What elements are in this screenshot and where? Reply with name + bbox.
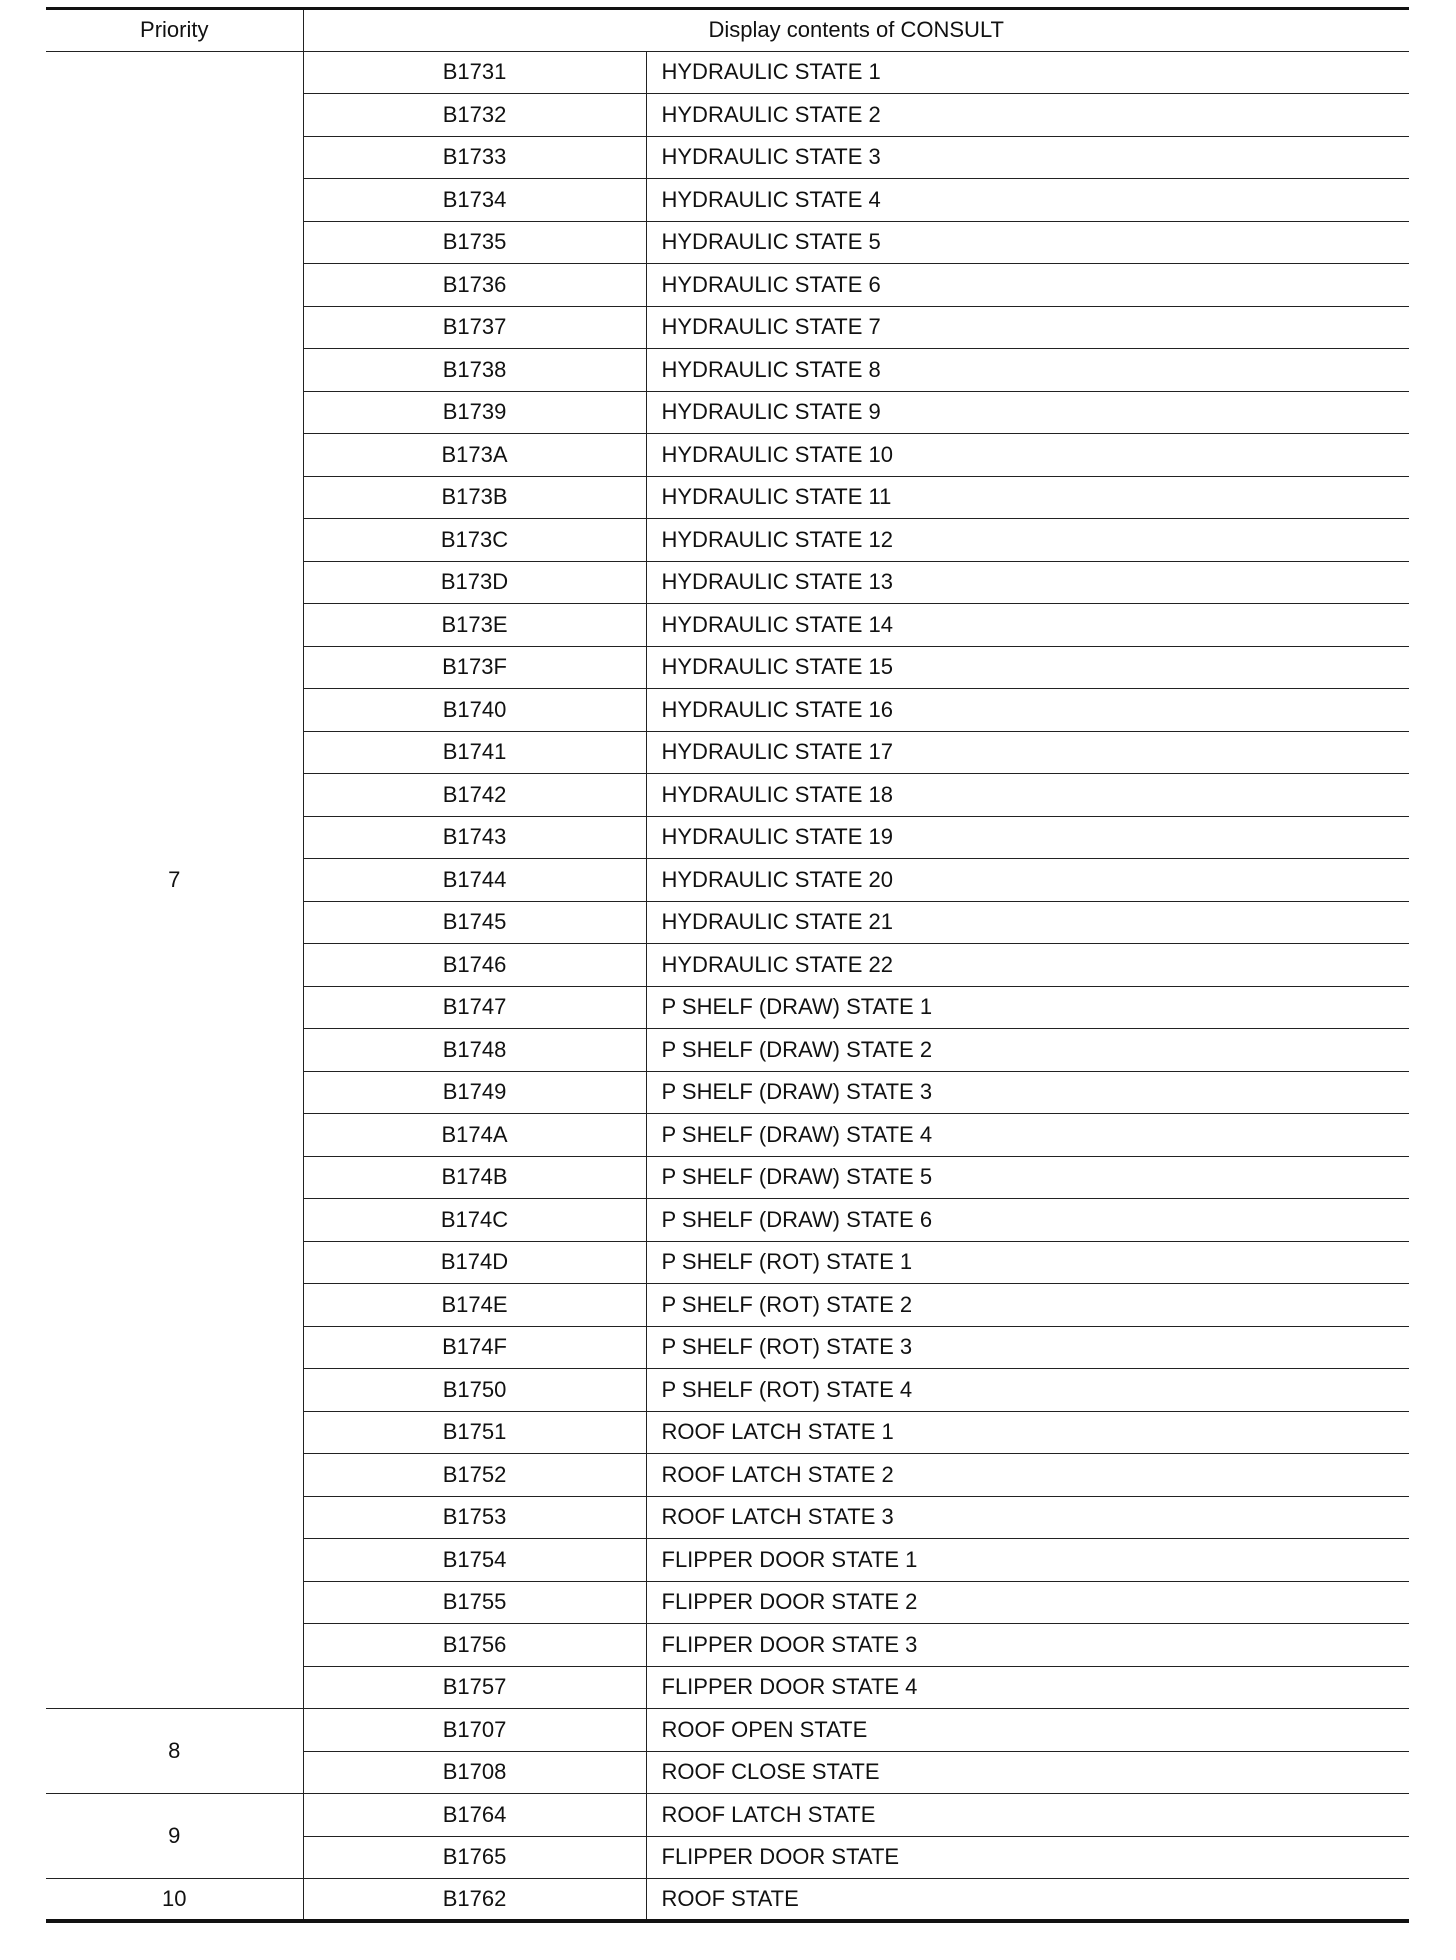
dtc-code-cell: B1731 xyxy=(303,51,646,94)
dtc-code-cell: B1757 xyxy=(303,1666,646,1709)
priority-cell: 9 xyxy=(46,1794,303,1879)
dtc-code-cell: B173B xyxy=(303,476,646,519)
dtc-code-cell: B1754 xyxy=(303,1539,646,1582)
dtc-description-cell: HYDRAULIC STATE 9 xyxy=(646,391,1409,434)
dtc-code-cell: B1741 xyxy=(303,731,646,774)
dtc-code-cell: B1742 xyxy=(303,774,646,817)
dtc-code-cell: B1735 xyxy=(303,221,646,264)
dtc-description-cell: ROOF LATCH STATE 2 xyxy=(646,1454,1409,1497)
dtc-description-cell: HYDRAULIC STATE 6 xyxy=(646,264,1409,307)
dtc-code-cell: B1744 xyxy=(303,859,646,902)
dtc-code-cell: B174D xyxy=(303,1241,646,1284)
dtc-description-cell: HYDRAULIC STATE 19 xyxy=(646,816,1409,859)
dtc-description-cell: P SHELF (ROT) STATE 3 xyxy=(646,1326,1409,1369)
dtc-description-cell: HYDRAULIC STATE 8 xyxy=(646,349,1409,392)
dtc-description-cell: ROOF STATE xyxy=(661,1886,799,1911)
display-contents-column-header: Display contents of CONSULT xyxy=(303,9,1409,52)
dtc-code-cell: B1762 xyxy=(303,1879,646,1922)
dtc-description-cell: HYDRAULIC STATE 13 xyxy=(646,561,1409,604)
table-header xyxy=(46,9,1409,52)
priority-cell: 7 xyxy=(46,51,303,1709)
dtc-description-cell: FLIPPER DOOR STATE 2 xyxy=(646,1581,1409,1624)
priority-column-header: Priority xyxy=(46,9,303,52)
dtc-code-cell: B1755 xyxy=(303,1581,646,1624)
dtc-code-cell: B173D xyxy=(303,561,646,604)
dtc-description-cell: HYDRAULIC STATE 14 xyxy=(646,604,1409,647)
dtc-code-cell: B1708 xyxy=(303,1751,646,1794)
dtc-code-cell: B1751 xyxy=(303,1411,646,1454)
dtc-code-cell: B173E xyxy=(303,604,646,647)
dtc-description-cell: HYDRAULIC STATE 22 xyxy=(646,944,1409,987)
dtc-description-cell: ROOF CLOSE STATE xyxy=(646,1751,1409,1794)
dtc-code-cell: B174F xyxy=(303,1326,646,1369)
dtc-description-cell: HYDRAULIC STATE 18 xyxy=(646,774,1409,817)
dtc-description-cell: HYDRAULIC STATE 20 xyxy=(646,859,1409,902)
dtc-description-cell: P SHELF (ROT) STATE 2 xyxy=(646,1284,1409,1327)
table-row xyxy=(46,1794,1409,1837)
dtc-description-cell: ROOF LATCH STATE 3 xyxy=(646,1496,1409,1539)
dtc-code-cell: B173A xyxy=(303,434,646,477)
dtc-description-cell: HYDRAULIC STATE 17 xyxy=(646,731,1409,774)
dtc-code-cell: B1746 xyxy=(303,944,646,987)
dtc-code-cell: B1748 xyxy=(303,1029,646,1072)
dtc-code-cell: B174E xyxy=(303,1284,646,1327)
dtc-description-cell: HYDRAULIC STATE 7 xyxy=(646,306,1409,349)
dtc-description-cell: HYDRAULIC STATE 16 xyxy=(646,689,1409,732)
dtc-code-cell: B173F xyxy=(303,646,646,689)
dtc-description-cell: HYDRAULIC STATE 1 xyxy=(646,51,1409,94)
dtc-description-cell: FLIPPER DOOR STATE 1 xyxy=(646,1539,1409,1582)
dtc-description-cell: P SHELF (ROT) STATE 1 xyxy=(646,1241,1409,1284)
dtc-code-cell: B1753 xyxy=(303,1496,646,1539)
dtc-description-cell: HYDRAULIC STATE 10 xyxy=(646,434,1409,477)
header-row xyxy=(46,9,1409,52)
dtc-code-cell: B1738 xyxy=(303,349,646,392)
dtc-description-cell: HYDRAULIC STATE 21 xyxy=(646,901,1409,944)
dtc-code-cell: B1739 xyxy=(303,391,646,434)
table-body xyxy=(46,51,1409,1921)
dtc-code-cell: B1734 xyxy=(303,179,646,222)
dtc-description-cell: P SHELF (ROT) STATE 4 xyxy=(646,1369,1409,1412)
dtc-description-cell: P SHELF (DRAW) STATE 5 xyxy=(646,1156,1409,1199)
dtc-description-cell: HYDRAULIC STATE 5 xyxy=(646,221,1409,264)
dtc-code-cell: B1765 xyxy=(303,1836,646,1879)
dtc-code-cell: B1750 xyxy=(303,1369,646,1412)
table-row xyxy=(46,1709,1409,1752)
dtc-description-cell: FLIPPER DOOR STATE 3 xyxy=(646,1624,1409,1667)
dtc-description-cell: P SHELF (DRAW) STATE 2 xyxy=(646,1029,1409,1072)
dtc-description-cell: FLIPPER DOOR STATE 4 xyxy=(646,1666,1409,1709)
dtc-description-cell: ROOF OPEN STATE xyxy=(646,1709,1409,1752)
table-row xyxy=(46,51,1409,94)
dtc-code-cell: B1745 xyxy=(303,901,646,944)
priority-cell: 10 xyxy=(46,1879,303,1922)
dtc-priority-table xyxy=(46,7,1409,1923)
dtc-code-cell: B1764 xyxy=(303,1794,646,1837)
dtc-code-cell: B1740 xyxy=(303,689,646,732)
dtc-description-cell: P SHELF (DRAW) STATE 3 xyxy=(646,1071,1409,1114)
dtc-code-cell: B173C xyxy=(303,519,646,562)
dtc-description-cell: P SHELF (DRAW) STATE 4 xyxy=(646,1114,1409,1157)
dtc-description-cell: HYDRAULIC STATE 15 xyxy=(646,646,1409,689)
dtc-code-cell: B1732 xyxy=(303,94,646,137)
dtc-code-cell: B1752 xyxy=(303,1454,646,1497)
dtc-description-cell: P SHELF (DRAW) STATE 6 xyxy=(646,1199,1409,1242)
dtc-code-cell: B1736 xyxy=(303,264,646,307)
dtc-description-cell: HYDRAULIC STATE 3 xyxy=(646,136,1409,179)
dtc-description-cell: HYDRAULIC STATE 12 xyxy=(646,519,1409,562)
dtc-code-cell: B174B xyxy=(303,1156,646,1199)
dtc-description-cell: HYDRAULIC STATE 2 xyxy=(646,94,1409,137)
dtc-description-cell: P SHELF (DRAW) STATE 1 xyxy=(646,986,1409,1029)
dtc-code-cell: B174A xyxy=(303,1114,646,1157)
table-row xyxy=(46,1879,1409,1922)
dtc-code-cell: B174C xyxy=(303,1199,646,1242)
dtc-description-cell: HYDRAULIC STATE 11 xyxy=(646,476,1409,519)
priority-cell: 8 xyxy=(46,1709,303,1794)
dtc-code-cell: B1733 xyxy=(303,136,646,179)
dtc-description-cell: ROOF LATCH STATE 1 xyxy=(646,1411,1409,1454)
dtc-code-cell: B1737 xyxy=(303,306,646,349)
dtc-code-cell: B1707 xyxy=(303,1709,646,1752)
dtc-description-cell: FLIPPER DOOR STATE xyxy=(646,1836,1409,1879)
dtc-description-cell: ROOF LATCH STATE xyxy=(646,1794,1409,1837)
dtc-code-cell: B1743 xyxy=(303,816,646,859)
dtc-description-cell: HYDRAULIC STATE 4 xyxy=(646,179,1409,222)
dtc-code-cell: B1749 xyxy=(303,1071,646,1114)
dtc-code-cell: B1747 xyxy=(303,986,646,1029)
dtc-code-cell: B1756 xyxy=(303,1624,646,1667)
